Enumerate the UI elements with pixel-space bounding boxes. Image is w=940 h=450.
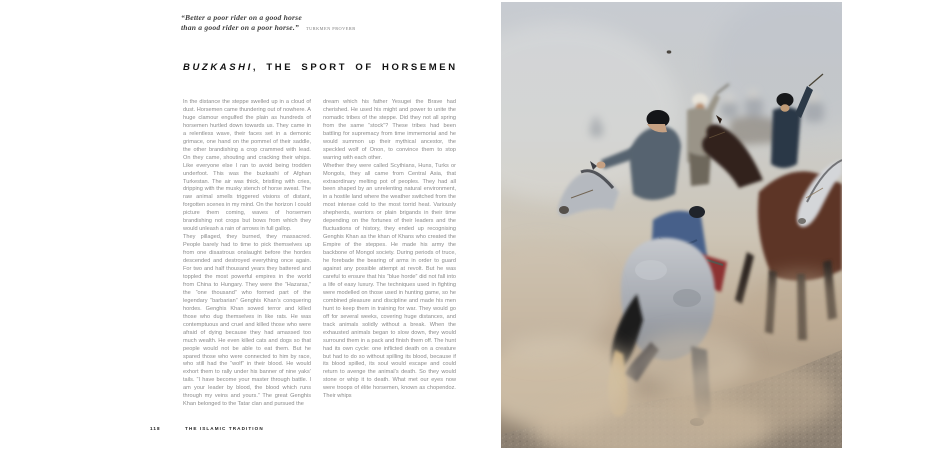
buzkashi-photo: [501, 2, 842, 448]
chapter-title-rest: , THE SPORT OF HORSEMEN: [252, 62, 458, 73]
page-number: 118: [150, 426, 161, 431]
paragraph: dream which his father Yesugei the Brave had cherished. He used his might and power to unite the nomadic tribes of the steppe. Did they not all spring from the same “stock”? These tribes had been battling for supremacy from time immemorial and he would summon up their mythical ancestor, the speckled wolf of Onon, to convince them to stop warring with each other.: [323, 99, 456, 161]
text-column-1: [183, 99, 311, 409]
paragraph: In the distance the steppe swelled up in a cloud of dust. Horsemen came thundering out of nowhere. A huge clamour engulfed the plain as hundreds of horsemen hurtled down towards us. They came in a relentless wave, their faces set in a demonic grimace, one hand on the pommel of their saddle, the other brandishing a crop crammed with lead. On they came, shouting and cracking their whips. Like everyone else I ran to avoid being trodden underfoot. This was the buzkashi of Afghan Turkestan. The air was thick, bristling with cries, dripping with the musky stench of horse sweat. The raw animal smells triggered visions of distant, forgotten scenes in my mind. On the horizon I could picture them coming, waves of horsemen brandishing not crops but bows from which they would unleash a rain of arrows in full gallop.: [183, 99, 311, 233]
text-column-2: [323, 99, 456, 401]
chapter-title: [183, 62, 458, 73]
paragraph: They pillaged, they burned, they massacred. People barely had to time to pick themselves up from one disastrous onslaught before the hordes descended and destroyed everything once again. For two and half thousand years they battered and toppled the most powerful empires in the world from China to Hungary. They were the “Hazaras,” the “one thousand” who formed part of the legendary “barbarian” Genghis Khan’s conquering hordes. Genghis Khan sowed terror and killed those who dug themselves in like rats. He was contemptuous and cruel and killed those who were afraid of dying because they had amassed too much wealth. He even killed cats and dogs so that people would not be able to eat them. But he spared those who were connected to him by race, who still had the “wolf” in their blood. He would exhort them to rally under his banner of nine yaks’ tails. “I have become your master through battle. I am your leader by blood, the blood which runs through my veins and yours.” The great Genghis Khan belonged to the Tatar clan and pursued the: [183, 234, 311, 408]
epigraph-quote: [181, 13, 356, 34]
quote-attribution: TURKMEN PROVERB: [305, 26, 356, 31]
chapter-title-italic: BUZKASHI: [183, 62, 253, 73]
quote-line-1: “Better a poor rider on a good horse: [181, 13, 302, 22]
paragraph: Whether they were called Scythians, Huns, Turks or Mongols, they all came from Central Asia, that extraordinary melting pot of peoples. They had all been shaped by an unrelenting natural environment, in a hostile land where the weather switched from the most intense cold to the most torrid heat. Variously shepherds, warriors or plain brigands in their time depending on the fortunes of their leaders and the fluctuations of history, they ended up recognising Genghis Khan as the khan of Khans who created the Empire of the steppes. He made his army the backbone of Mongol society. During periods of truce, he forebade the bearing of arms in order to guard against any possible attempt at revolt. But he was careful to ensure that his “blue horde” did not fall into a life of easy luxury. The techniques used in fighting were modelled on those used in hunting game, so he combined pleasure and discipline and made his men hunt to keep them in training for war. They would go off for several weeks, covering huge distances, and track animals solidly without a break. When the exhausted animals began to slow down, they would surround them in a pack and finish them off. The hunt had its own cycle: one inflicted death on a creature but had to do so without spilling its blood, because if its blood spilled, its soul would escape and could return to avenge the animal’s death. So they would stone or whip it to death. What met our eyes now were troops of élite horsemen, known as chopendoz. Their whips: [323, 162, 456, 400]
buzkashi-photo-art: [501, 2, 842, 448]
quote-line-2: than a good rider on a poor horse.” TURKMEN PROVERB: [181, 23, 356, 32]
running-footer-section: THE ISLAMIC TRADITION: [185, 426, 264, 431]
thrown-whip-speck: [667, 50, 672, 53]
